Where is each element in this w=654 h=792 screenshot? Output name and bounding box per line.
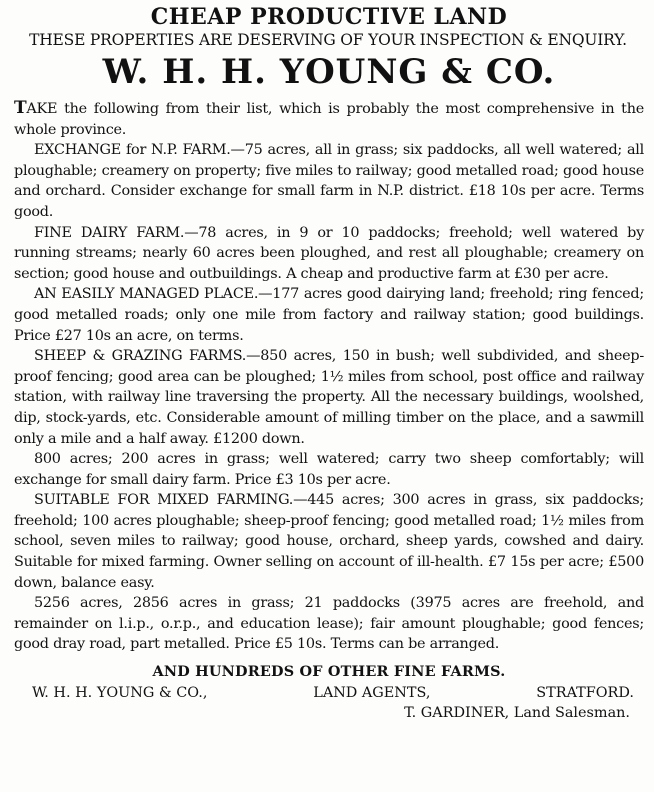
footer-firm: W. H. H. YOUNG & CO.,	[32, 685, 208, 702]
intro-paragraph	[14, 98, 644, 140]
listings-body	[14, 98, 644, 655]
intro-text: AKE the following from their list, which is probably the most comprehensive in the whole province.	[14, 101, 644, 138]
closing-line: AND HUNDREDS OF OTHER FINE FARMS.	[152, 663, 506, 681]
listing-sheep-grazing: SHEEP & GRAZING FARMS.—850 acres, 150 in bush; well subdivided, and sheep-proof fencing; good area can be ploughed; 1½ miles from school, post office and railway station, with railway line traversing the property. All the necessary buildings, woolshed, dip, stock-yards, etc. Considerable amount of milling timber on the place, and a sawmill only a mile and a half away. £1200 down.	[14, 348, 644, 447]
listing-managed-place: AN EASILY MANAGED PLACE.—177 acres good dairying land; freehold; ring fenced; good metalled roads; only one mile from factory and railway station; good buildings. Price £27 10s an acre, on terms.	[14, 286, 644, 344]
subheading: THESE PROPERTIES ARE DESERVING OF YOUR INSPECTION & ENQUIRY.	[29, 31, 627, 49]
drop-cap: T	[14, 98, 27, 118]
page-title: CHEAP PRODUCTIVE LAND	[150, 4, 508, 30]
listing-mixed-farming: SUITABLE FOR MIXED FARMING.—445 acres; 300 acres in grass, six paddocks; freehold; 100 acres ploughable; sheep-proof fencing; good metalled road; 1½ miles from school, seven miles to railway; good house, orchard, sheep yards, cowshed and dairy. Suitable for mixed farming. Owner selling on account of ill-health. £7 15s per acre; £500 down, balance easy.	[14, 492, 644, 591]
listing-dairy-farm: FINE DAIRY FARM.—78 acres, in 9 or 10 paddocks; freehold; well watered by running streams; nearly 60 acres been ploughed, and rest all ploughable; creamery on section; good house and outbuildings. A cheap and productive farm at £30 per acre.	[14, 224, 644, 282]
footer-salesman: T. GARDINER, Land Salesman.	[404, 705, 630, 722]
listing-800-acres: 800 acres; 200 acres in grass; well watered; carry two sheep comfortably; will exchange for small dairy farm. Price £3 10s per acre.	[14, 451, 644, 488]
listing-exchange: EXCHANGE for N.P. FARM.—75 acres, all in grass; six paddocks, all well watered; all ploughable; creamery on property; five miles to railway; good metalled road; good house and orchard. Consider exchange for small farm in N.P. district. £18 10s per acre. Terms good.	[14, 142, 644, 220]
footer-row	[14, 683, 644, 703]
footer-town: STRATFORD.	[536, 685, 634, 702]
firm-title: W. H. H. YOUNG & CO.	[102, 52, 556, 92]
listing-5256-acres: 5256 acres, 2856 acres in grass; 21 paddocks (3975 acres are freehold, and remainder on l.i.p., o.r.p., and education lease); fair amount ploughable; good fences; good dray road, part metalled. Price £5 10s. Terms can be arranged.	[14, 595, 644, 653]
footer-role: LAND AGENTS,	[313, 685, 431, 702]
